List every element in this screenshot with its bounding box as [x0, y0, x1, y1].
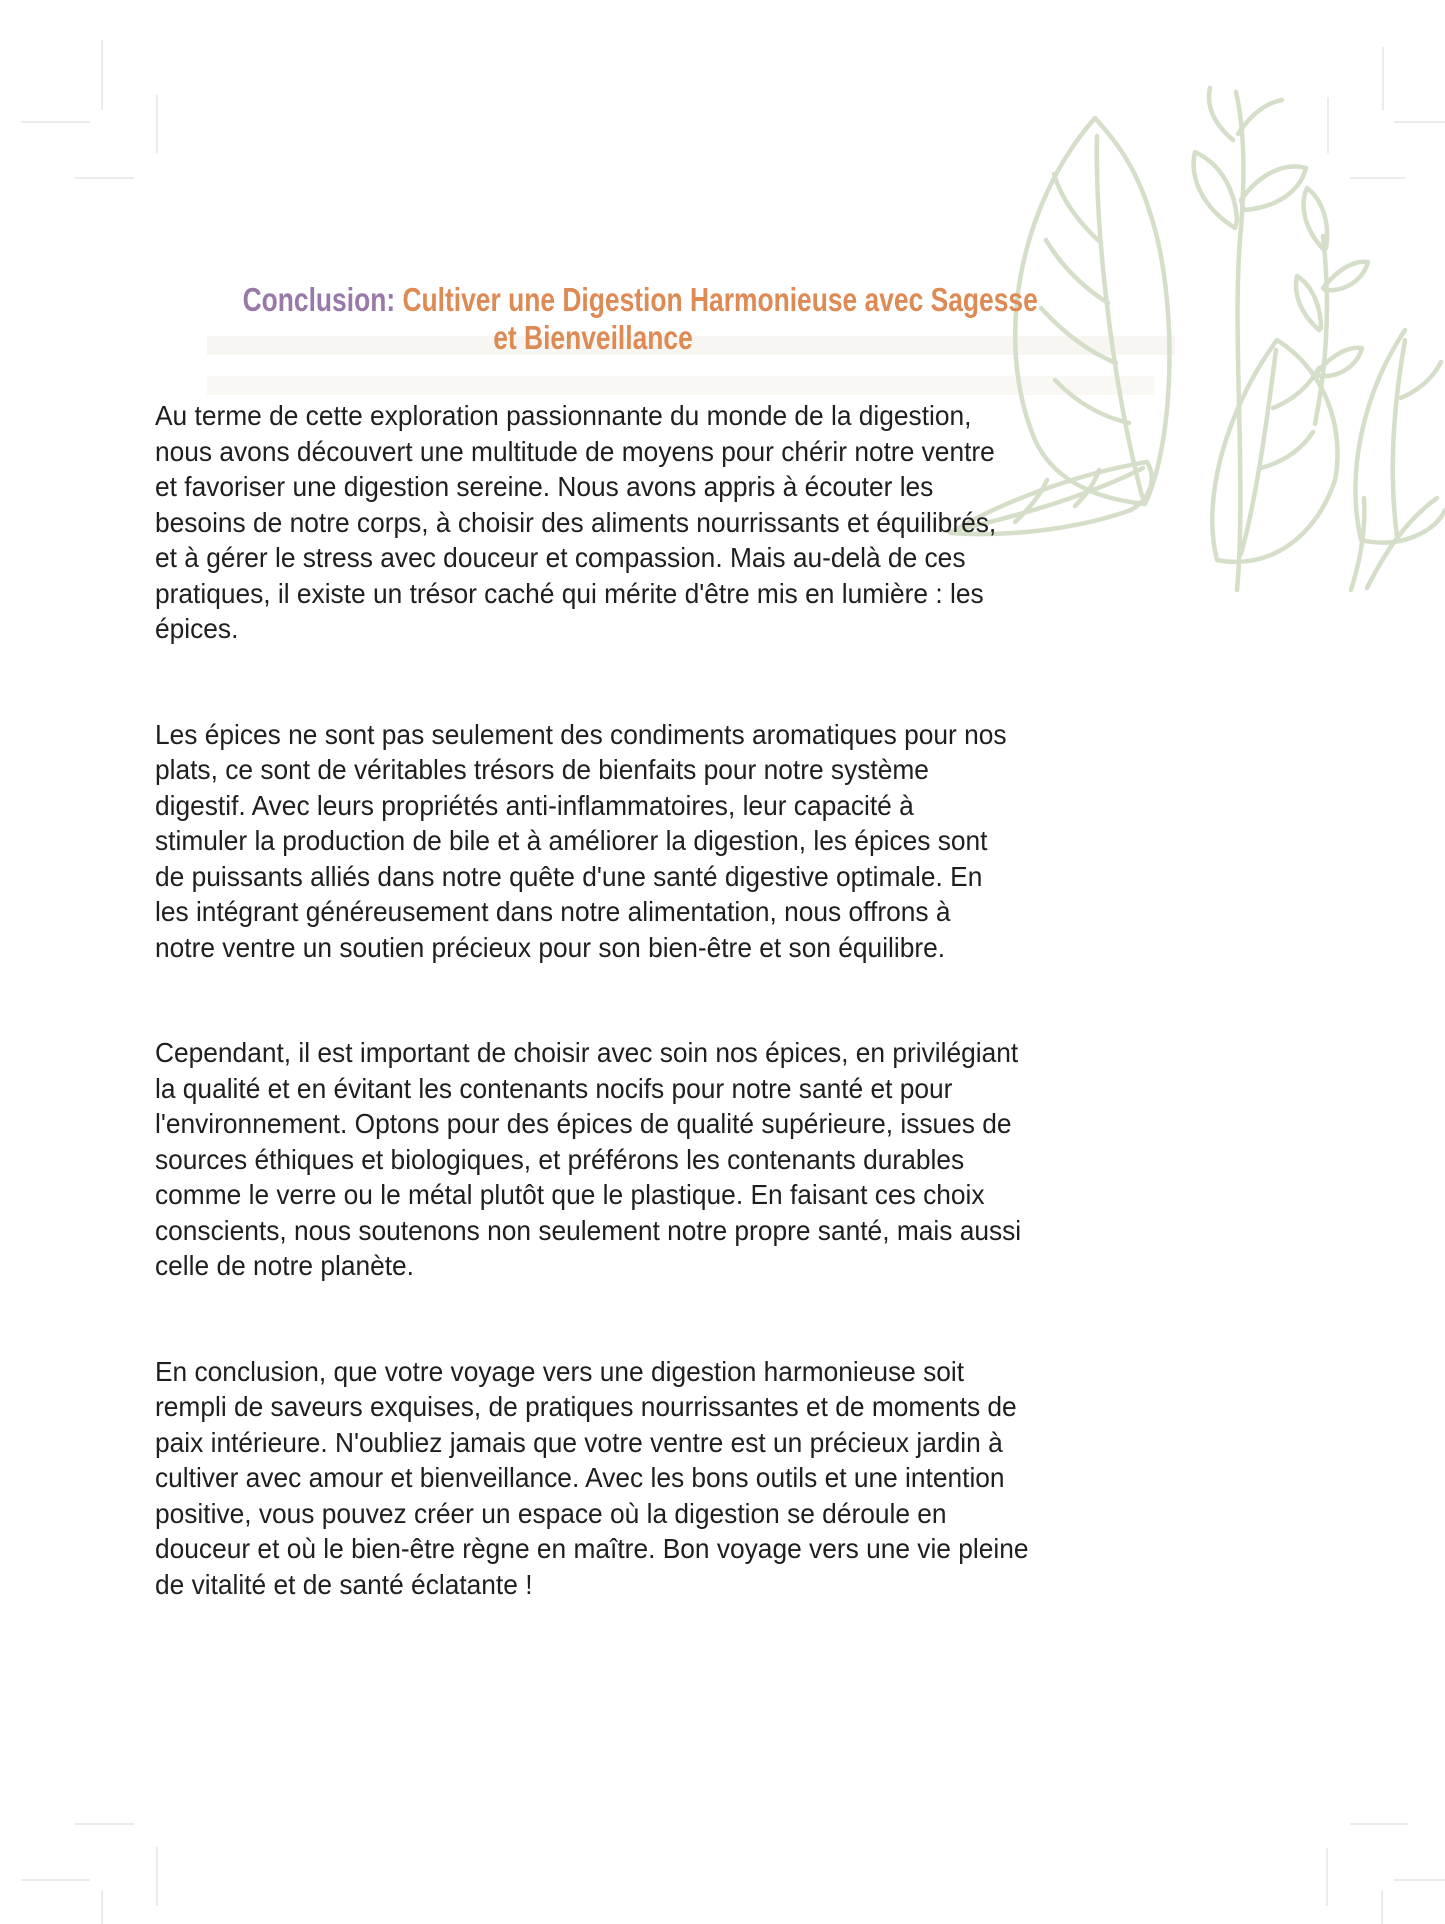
crop-mark: [21, 1879, 90, 1881]
paragraph-3: Cependant, il est important de choisir avec soin nos épices, en privilégiant la qualité et en évitant les contenants nocifs pour notre santé et pour l'environnement. Optons pour des épices de qualité supérieure, issues de sources éthiques et biologiques, et préférons les contenants durables comme le verre ou le métal plutôt que le plastique. En faisant ces choix conscients, nous soutenons non seulement notre propre santé, mais aussi celle de notre planète.: [155, 1037, 1022, 1281]
paragraph-2: Les épices ne sont pas seulement des condiments aromatiques pour nos plats, ce sont de véritables trésors de bienfaits pour notre système digestif. Avec leurs propriétés anti-inflammatoires, leur capacité à stimuler la production de bile et à améliorer la digestion, les épices sont de puissants alliés dans notre quête d'une santé digestive optimale. En les intégrant généreusement dans notre alimentation, nous offrons à notre ventre un soutien précieux pour son bien-être et son équilibre.: [155, 718, 1007, 963]
paragraph-1: Au terme de cette exploration passionnante du monde de la digestion, nous avons découvert une multitude de moyens pour chérir notre ventre et favoriser une digestion sereine. Nous avons appris à écouter les besoins de notre corps, à choisir des aliments nourrissants et équilibrés, et à gérer le stress avec douceur et compassion. Mais au-delà de ces pratiques, il existe un trésor caché qui mérite d'être mis en lumière : les épices.: [155, 400, 997, 644]
crop-mark: [21, 121, 90, 123]
page-title-line2: et Bienveillance: [493, 319, 693, 356]
page-title: [242, 281, 1038, 357]
page-title-line1: [242, 281, 1038, 319]
paragraph-4: En conclusion, que votre voyage vers une digestion harmonieuse soit rempli de saveurs exquises, de pratiques nourrissantes et de moments de paix intérieure. N'oubliez jamais que votre ventre est un précieux jardin à cultiver avec amour et bienveillance. Avec les bons outils et une intention positive, vous pouvez créer un espace où la digestion se déroule en douceur et où le bien-être règne en maître. Bon voyage vers une vie pleine de vitalité et de santé éclatante !: [155, 1355, 1029, 1600]
body-copy: [155, 398, 1104, 1672]
crop-mark: [1326, 1848, 1328, 1906]
crop-mark: [75, 177, 134, 179]
title-main: Cultiver une Digestion Harmonieuse avec Sagesse: [395, 281, 1038, 318]
title-prefix: Conclusion:: [242, 281, 396, 318]
crop-mark: [1381, 1891, 1383, 1924]
crop-mark: [75, 1823, 134, 1825]
crop-mark: [156, 95, 158, 153]
crop-mark: [101, 40, 103, 110]
crop-mark: [156, 1847, 158, 1906]
crop-mark: [1350, 1823, 1408, 1825]
crop-mark: [1394, 1879, 1445, 1881]
crop-mark: [101, 1891, 103, 1924]
